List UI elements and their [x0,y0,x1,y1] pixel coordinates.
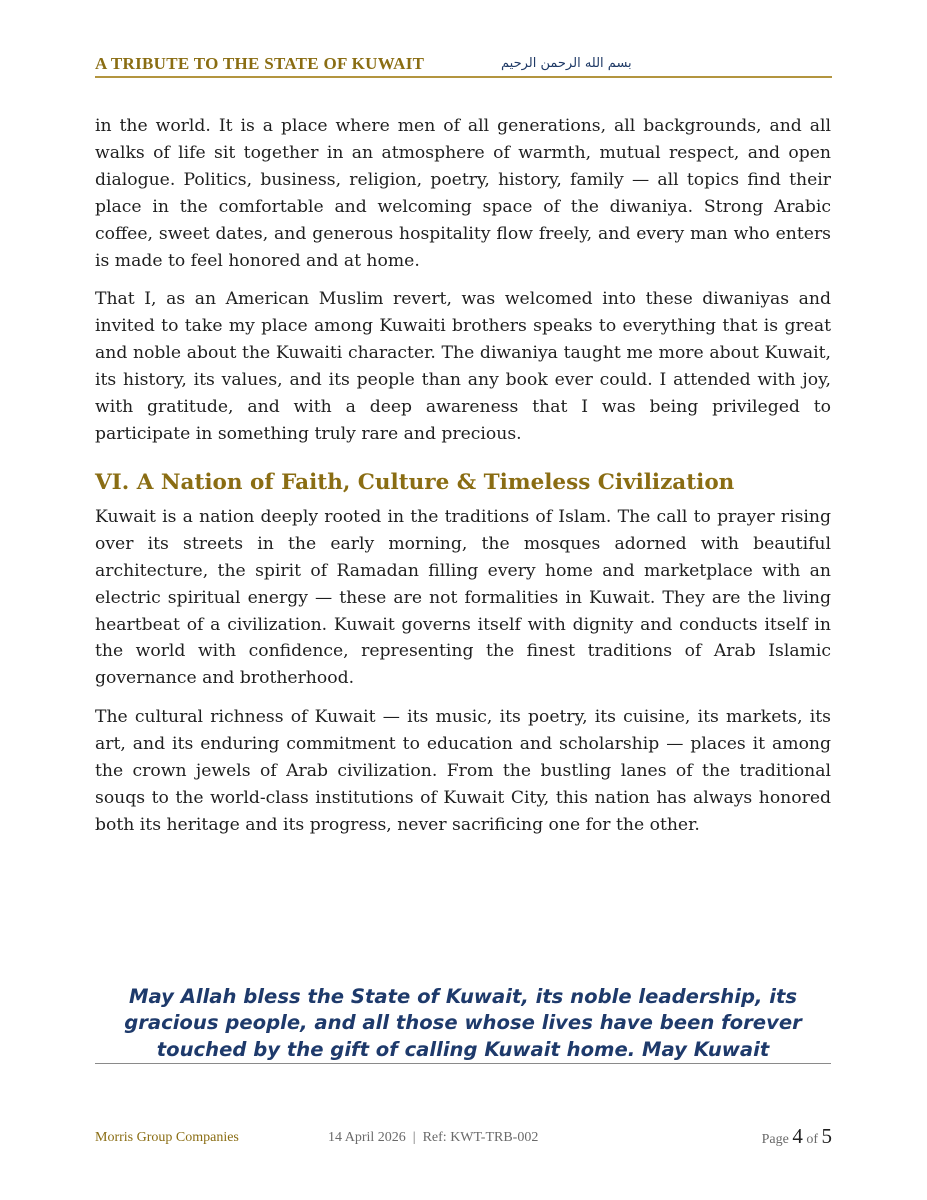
page-header [95,52,832,78]
page-word: Page [761,1132,789,1147]
document-body [95,113,831,851]
document-title: A TRIBUTE TO THE STATE OF KUWAIT [95,54,425,73]
page-footer [95,1124,832,1154]
footer-ref: Ref: KWT-TRB-002 [422,1130,539,1145]
page-number [762,1124,832,1149]
bismillah-text: بسم الله الرحمن الرحيم [501,56,632,71]
page-total: 5 [821,1124,832,1148]
page-current: 4 [792,1124,803,1148]
body-paragraph: That I, as an American Muslim revert, was welcomed into these diwaniyas and invited to take my place among Kuwaiti brothers speaks to everything that is great and noble about the Kuwaiti character. The diwaniya taught me more about Kuwait, its history, its values, and its people than any book ever could. I attended with joy, with gratitude, and with a deep awareness that I was being privileged to participate in something truly rare and precious. [95,289,831,444]
body-paragraph: The cultural richness of Kuwait — its music, its poetry, its cuisine, its markets, its art, and its enduring commitment to education and scholarship — places it among the crown jewels of Arab civilization. From the bustling lanes of the traditional souqs to the world-class institutions of Kuwait City, this nation has always honored both its heritage and its progress, never sacrificing one for the other. [95,707,831,835]
page-of: of [806,1132,818,1147]
footer-company: Morris Group Companies [95,1130,239,1145]
body-paragraph: in the world. It is a place where men of all generations, all backgrounds, and all walks of life sit together in an atmosphere of warmth, mutual respect, and open dialogue. Politics, business, religion, poetry, history, family — all topics find their place in the comfortable and welcoming space of the diwaniya. Strong Arabic coffee, sweet dates, and generous hospitality flow freely, and every man who enters is made to feel honored and at home. [95,116,831,271]
footer-meta [328,1130,538,1146]
closing-prayer: May Allah bless the State of Kuwait, its noble leadership, its gracious people, and all those whose lives have been forever touched by the gift of calling Kuwait home. May Kuwait [124,985,802,1061]
footer-separator: | [412,1130,416,1145]
section-heading: VI. A Nation of Faith, Culture & Timeless Civilization [95,469,735,495]
footer-date: 14 April 2026 [328,1130,406,1145]
closing-prayer-block [95,984,831,1064]
body-paragraph: Kuwait is a nation deeply rooted in the traditions of Islam. The call to prayer rising over its streets in the early morning, the mosques adorned with beautiful architecture, the spirit of Ramadan filling every home and marketplace with an electric spiritual energy — these are not formalities in Kuwait. They are the living heartbeat of a civilization. Kuwait governs itself with dignity and conducts itself in the world with confidence, representing the finest traditions of Arab Islamic governance and brotherhood. [95,506,831,689]
